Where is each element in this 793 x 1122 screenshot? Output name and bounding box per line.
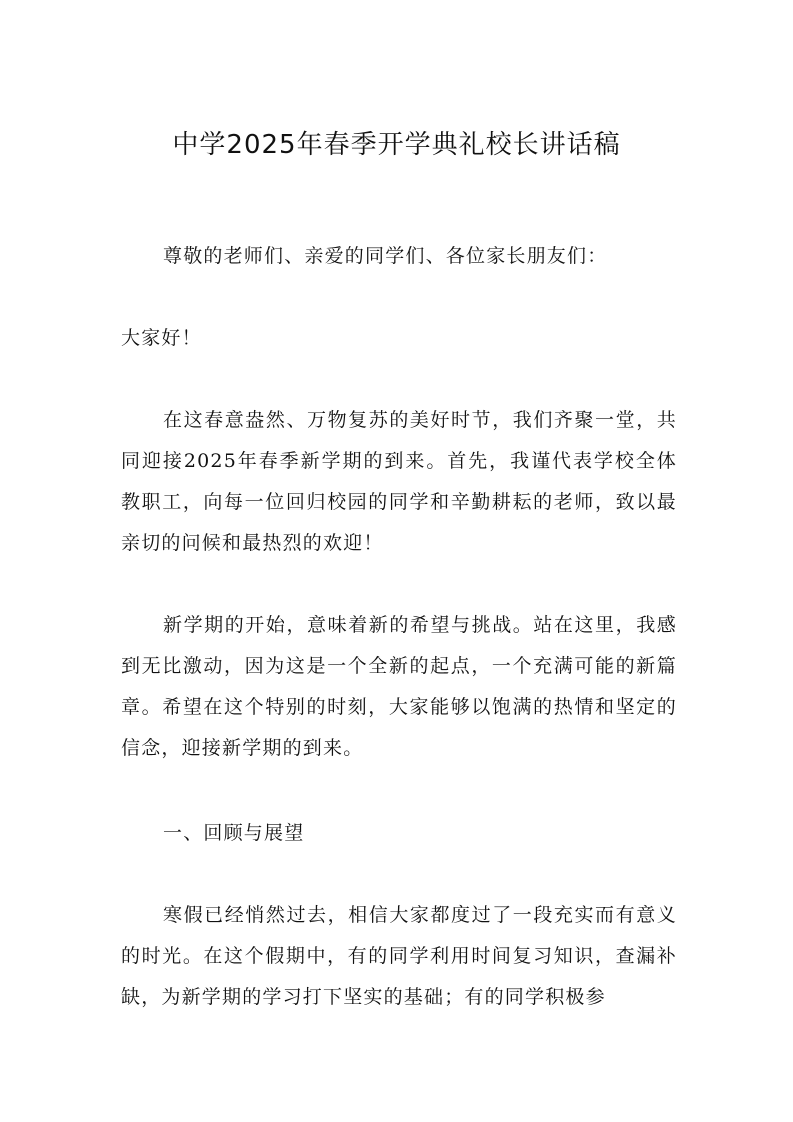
paragraph-review: 寒假已经悄然过去，相信大家都度过了一段充实而有意义的时光。在这个假期中，有的同学利用时间复习知识，查漏补缺，为新学期的学习打下坚实的基础；有的同学积极参 <box>121 904 677 1008</box>
section-heading: 一、回顾与展望 <box>163 822 305 844</box>
document-title: 中学2025年春季开学典礼校长讲话稿 <box>172 130 621 160</box>
greeting-line: 尊敬的老师们、亲爱的同学们、各位家长朋友们： <box>163 245 608 267</box>
hello-line: 大家好！ <box>121 327 202 349</box>
paragraph-welcome: 在这春意盎然、万物复苏的美好时节，我们齐聚一堂，共同迎接2025年春季新学期的到来。首先，我谨代表学校全体教职工，向每一位回归校园的同学和辛勤耕耘的老师，致以最亲切的问候和最热烈的欢迎！ <box>121 409 677 554</box>
paragraph-new-semester: 新学期的开始，意味着新的希望与挑战。站在这里，我感到无比激动，因为这是一个全新的起点，一个充满可能的新篇章。希望在这个特别的时刻，大家能够以饱满的热情和坚定的信念，迎接新学期的到来。 <box>121 614 677 759</box>
